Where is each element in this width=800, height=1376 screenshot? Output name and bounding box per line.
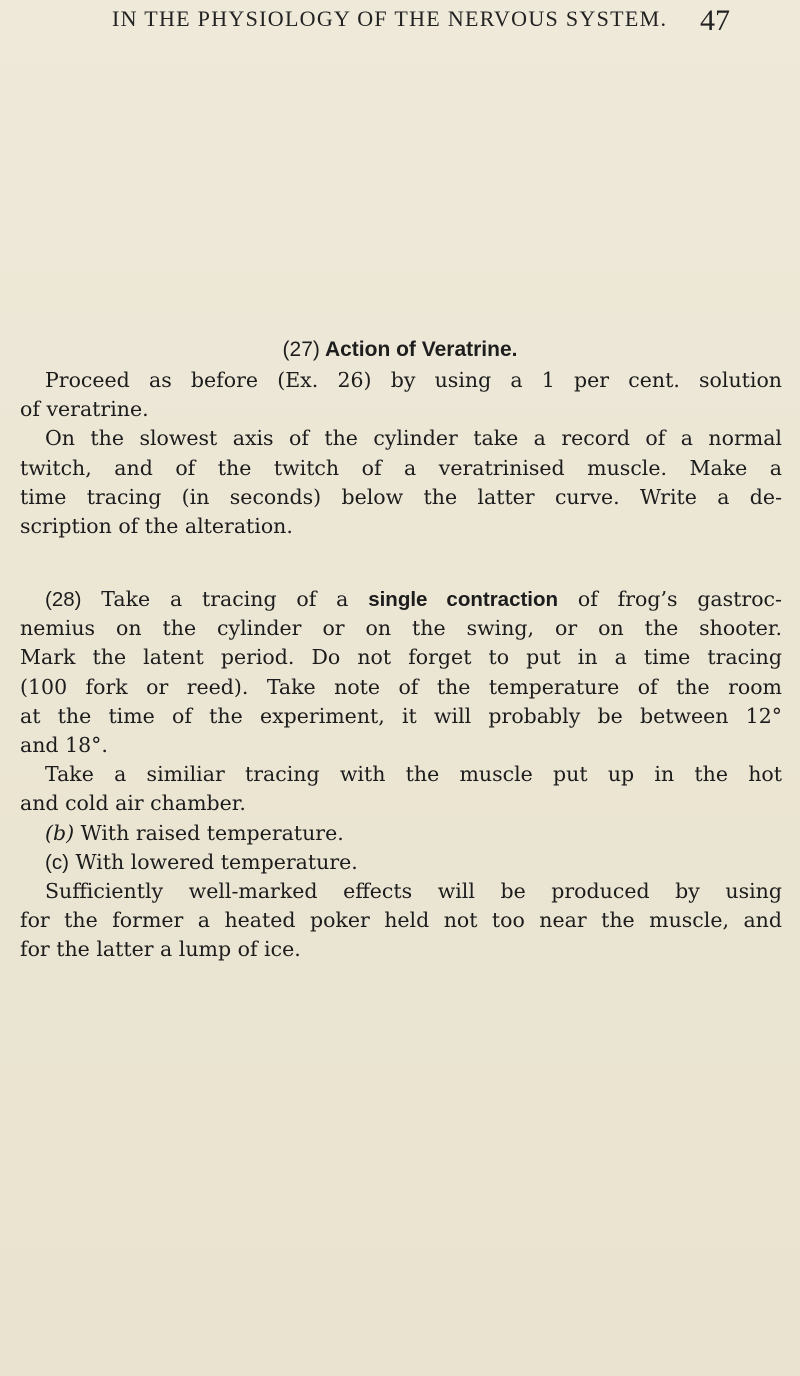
page-number: 47 — [700, 4, 730, 37]
emphasis-text: single contraction — [368, 588, 559, 611]
text-line: Proceed as before (Ex. 26) by using a 1 per cent. solution — [45, 368, 782, 392]
section-title-text: Action of Veratrine. — [324, 338, 518, 361]
item-marker: (c) — [45, 850, 69, 874]
text-run: Take a tracing of a — [101, 587, 349, 611]
text-line: and 18°. — [20, 733, 108, 758]
text-line: Mark the latent period. Do not forget to put in a time tracing — [20, 645, 782, 670]
text-line: (100 fork or reed). Take note of the temperature of the room — [20, 674, 782, 699]
text-line: for the latter a lump of ice. — [20, 937, 301, 962]
text-line: Take a similiar tracing with the muscle put up in the hot — [45, 762, 782, 787]
text-run: of frog’s gastroc- — [577, 587, 782, 611]
section-28-body — [20, 585, 782, 965]
exercise-number: (28) — [45, 588, 82, 611]
item-text: With raised temperature. — [80, 820, 344, 845]
text-line: at the time of the experiment, it will probably be between 12° — [20, 703, 782, 728]
section-title — [0, 338, 800, 362]
text-line: scription of the alteration. — [20, 514, 293, 539]
list-item-c — [20, 848, 782, 877]
text-line: twitch, and of the twitch of a veratrinised muscle. Make a — [20, 455, 782, 480]
text-line: time tracing (in seconds) below the latter curve. Write a de- — [20, 484, 782, 509]
list-item-b — [20, 819, 782, 848]
text-line: On the slowest axis of the cylinder take a record of a normal — [45, 426, 782, 451]
section-number: (27) — [282, 338, 320, 361]
text-line: Sufficiently well-marked effects will be produced by using — [45, 879, 782, 904]
item-marker: (b) — [45, 820, 75, 845]
text-line: of veratrine. — [20, 397, 149, 422]
text-line — [20, 585, 782, 614]
text-line: nemius on the cylinder or on the swing, or on the shooter. — [20, 616, 782, 641]
text-line: and cold air chamber. — [20, 791, 246, 816]
item-text: With lowered temperature. — [75, 849, 358, 874]
section-27-body — [20, 366, 782, 541]
running-head: IN THE PHYSIOLOGY OF THE NERVOUS SYSTEM. — [112, 6, 668, 31]
text-line: for the former a heated poker held not too near the muscle, and — [20, 908, 782, 933]
